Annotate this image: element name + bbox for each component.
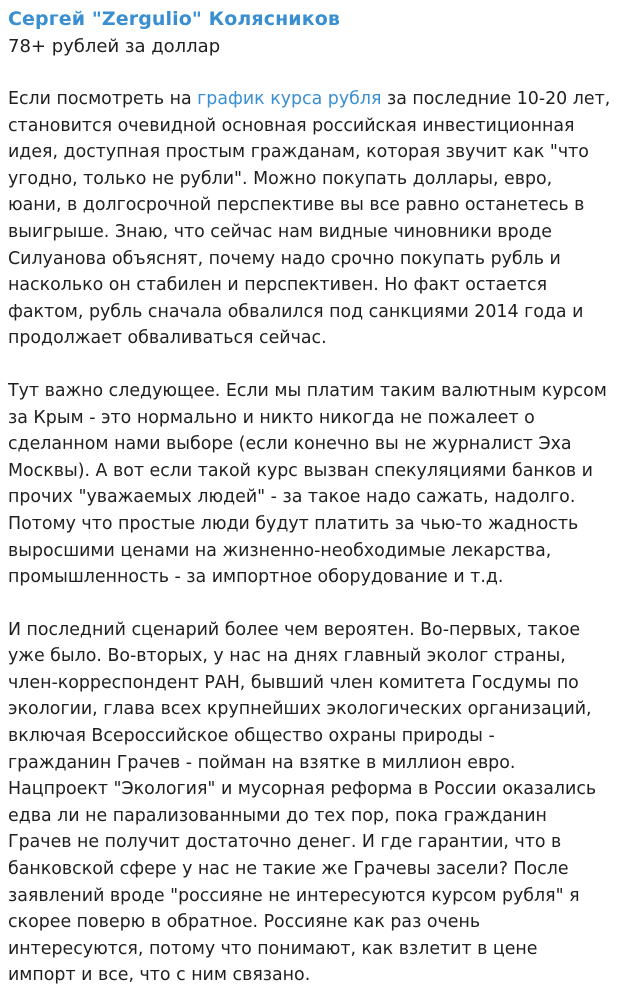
line-text: за последние 10-20 лет, — [381, 89, 611, 109]
text-line: Москвы). А вот если такой курс вызван спекуляциями банков и — [8, 460, 593, 481]
text-line: прочих "уважаемых людей" - за такое надо сажать, надолго. — [8, 487, 576, 508]
post-body — [8, 86, 614, 989]
text-line: И последний сценарий более чем вероятен. Во-первых, такое — [8, 619, 581, 640]
ruble-rate-chart-link[interactable]: график курса рубля — [197, 89, 382, 109]
line-text: Если посмотреть на — [8, 89, 198, 109]
text-line: юани, в долгосрочной перспективе вы все равно останетесь в — [8, 195, 585, 216]
text-line: промышленность - за импортное оборудование и т.д. — [8, 567, 504, 588]
text-line: выигрыше. Знаю, что сейчас нам видные чиновники вроде — [8, 221, 552, 242]
text-line: гражданин Грачев - пойман на взятке в миллион евро. — [8, 752, 516, 773]
text-line: интересуются, потому что понимают, как взлетит в цене — [8, 938, 538, 959]
text-line: угодно, только не рубли". Можно покупать доллары, евро, — [8, 168, 553, 189]
text-line: Силуанова объяснят, почему надо срочно покупать рубль и — [8, 248, 561, 269]
text-line: экологии, глава всех крупнейших экологических организаций, — [8, 699, 592, 720]
text-line: едва ли не парализованными до тех пор, пока гражданин — [8, 805, 547, 826]
text-line: сделанном нами выборе (если конечно вы не журналист Эха — [8, 434, 572, 455]
text-line: банковской сфере у нас не такие же Грачевы засели? После — [8, 859, 569, 880]
text-line: скорее поверю в обратное. Россияне как раз очень — [8, 912, 481, 933]
text-line — [8, 86, 614, 113]
text-line: Потому что простые люди будут платить за чью-то жадность — [8, 513, 579, 534]
post-paragraph — [8, 617, 614, 989]
text-line: Тут важно следующее. Если мы платим таким валютным курсом — [8, 380, 607, 401]
text-line: Грачев не получит достаточно денег. И где гарантии, что в — [8, 832, 562, 853]
text-line: становится очевидной основная российская инвестиционная — [8, 115, 575, 136]
text-line: член-корреспондент РАН, бывший член комитета Госдумы по — [8, 672, 579, 693]
text-line: включая Всероссийское общество охраны природы - — [8, 726, 495, 747]
text-line: уже было. Во-вторых, у нас на днях главный эколог страны, — [8, 646, 566, 667]
text-line: импорт и все, что с ним связано. — [8, 965, 311, 986]
text-line: насколько он стабилен и перспективен. Но факт остается — [8, 275, 548, 296]
text-line: выросшими ценами на жизненно-необходимые лекарства, — [8, 540, 552, 561]
post-paragraph — [8, 86, 614, 352]
text-line: идея, доступная простым гражданам, которая звучит как "что — [8, 142, 589, 163]
post-author[interactable]: Сергей "Zergulio" Колясников — [8, 8, 340, 30]
text-line: продолжает обваливаться сейчас. — [8, 328, 327, 349]
post-paragraph — [8, 378, 614, 591]
text-line: Нацпроект "Экология" и мусорная реформа в России оказались — [8, 779, 597, 800]
post-title: 78+ рублей за доллар — [8, 36, 221, 57]
text-line: заявлений вроде "россияне не интересуются курсом рубля" я — [8, 885, 580, 906]
telegram-post — [8, 6, 614, 989]
text-line: фактом, рубль сначала обвалился под санкциями 2014 года и — [8, 301, 584, 322]
text-line: за Крым - это нормально и никто никогда не пожалеет о — [8, 407, 535, 428]
